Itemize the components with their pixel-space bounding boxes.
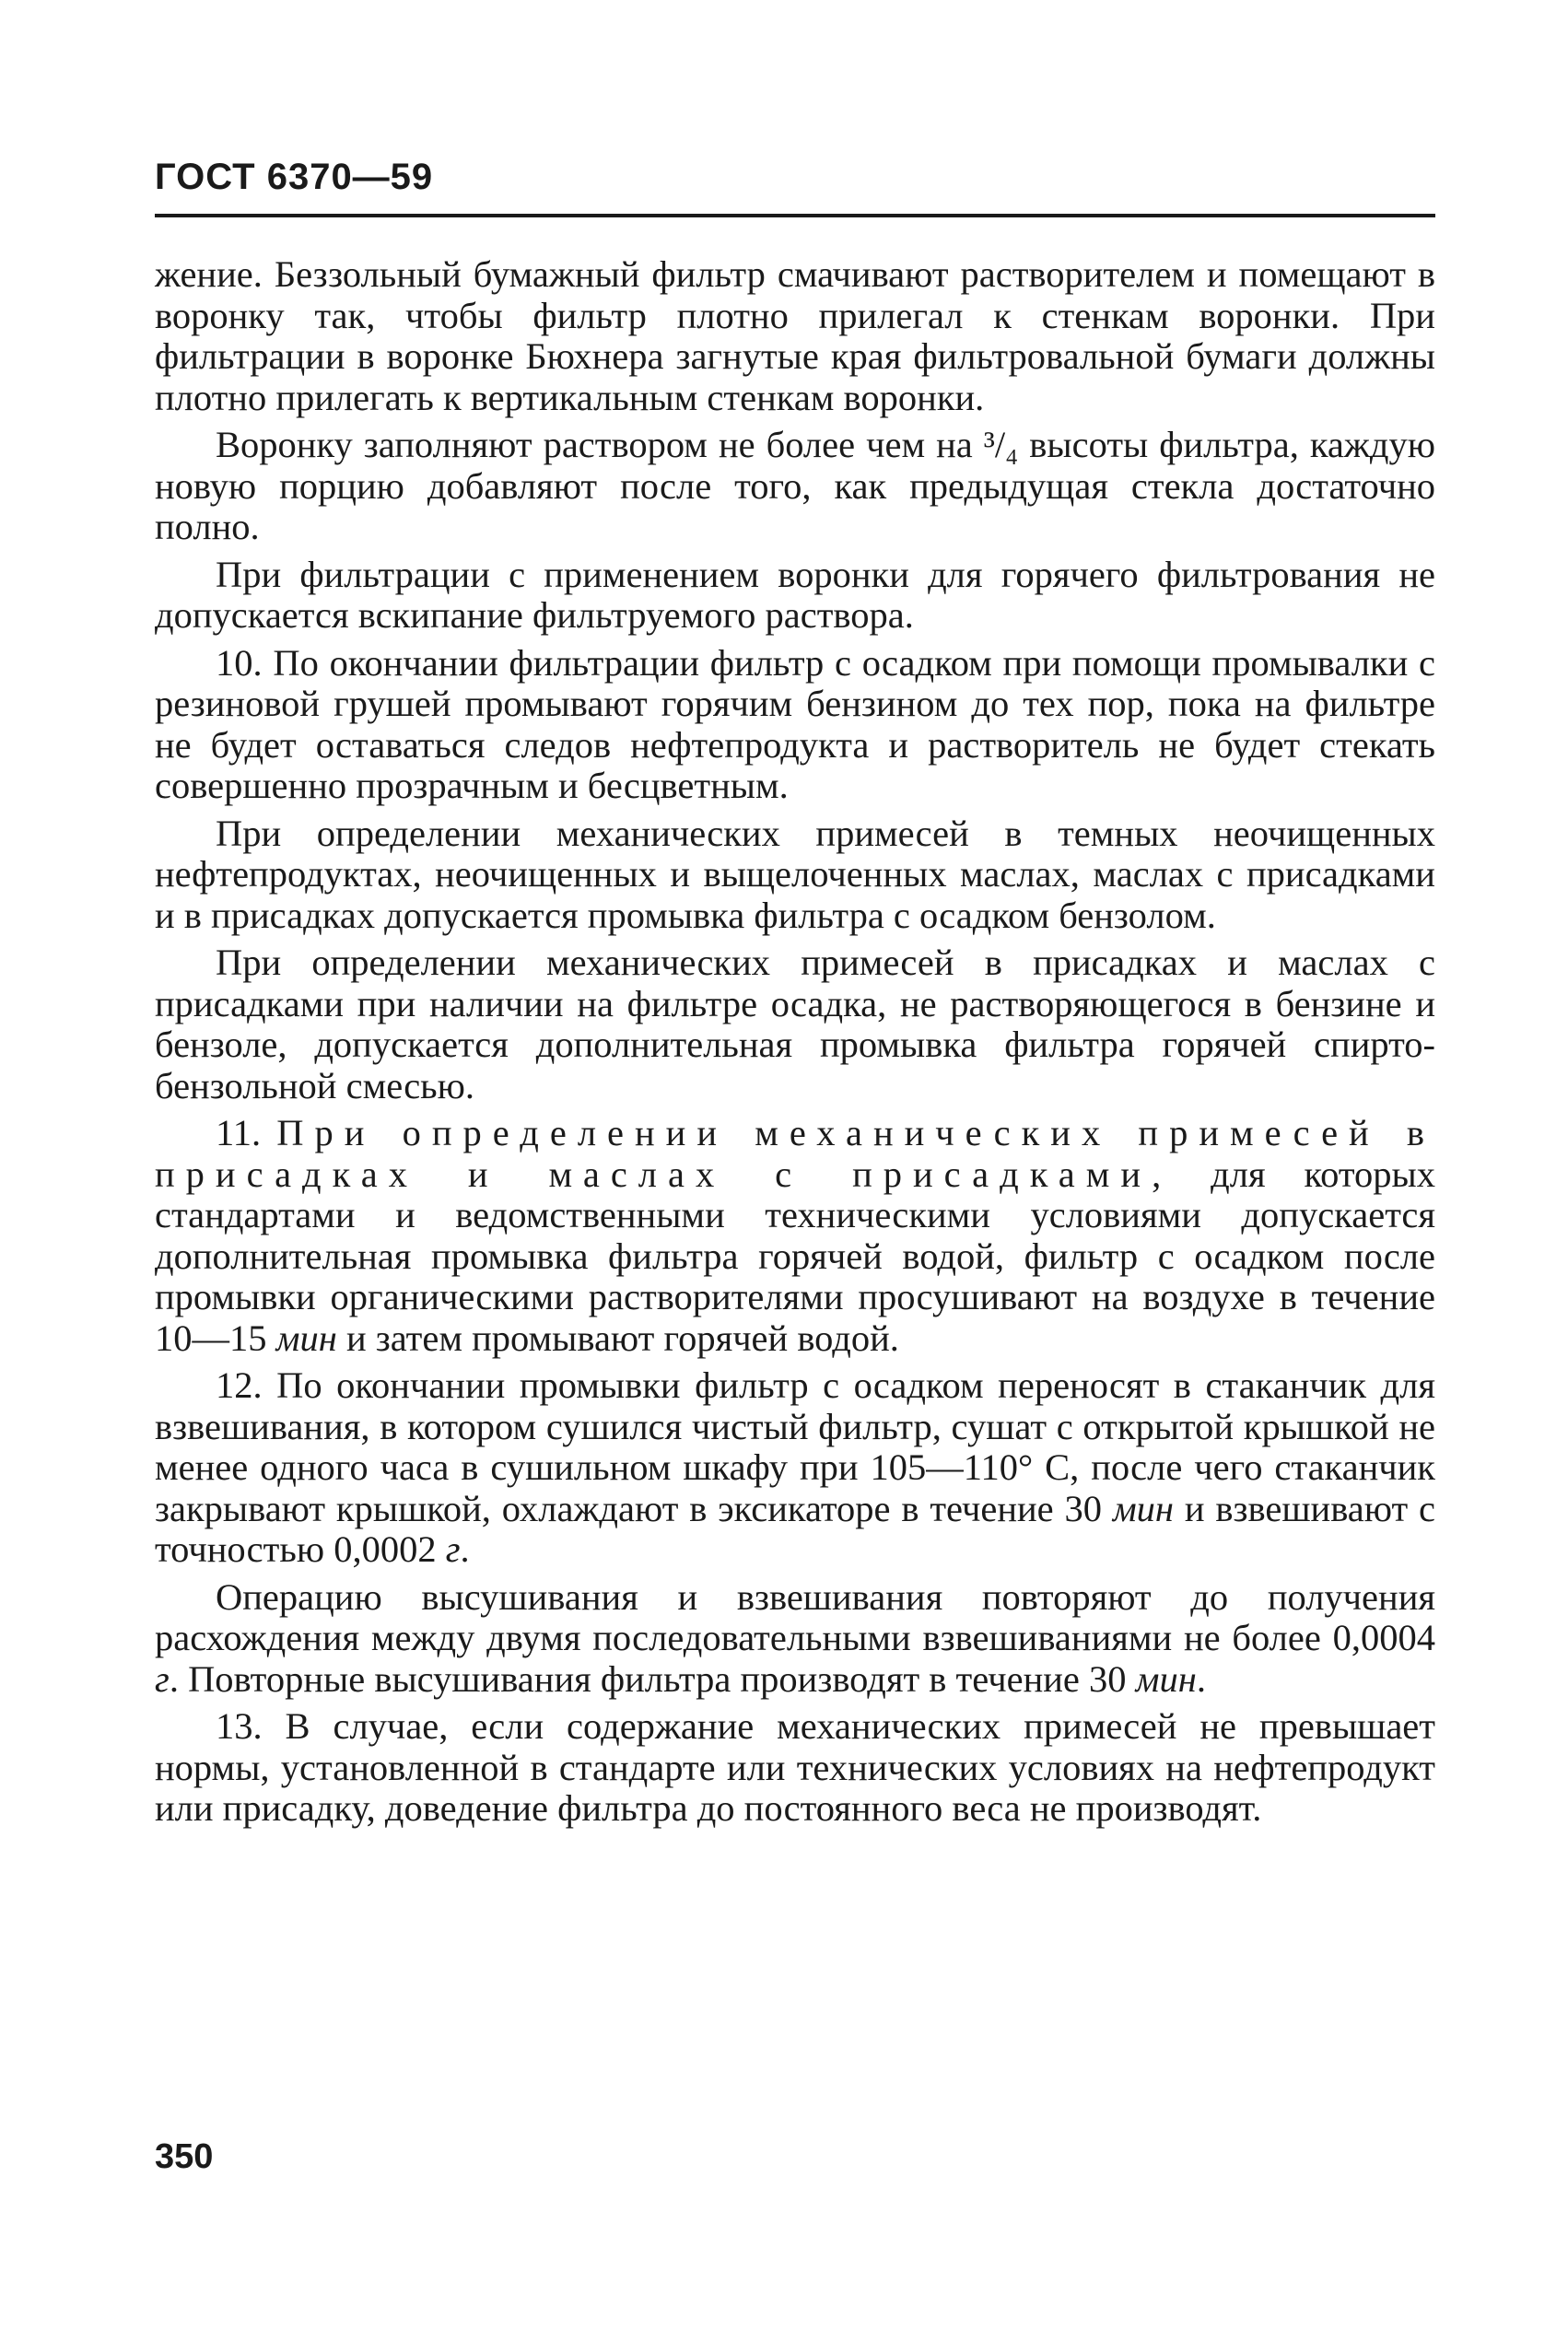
item-12-text-b: и взвешивают с точностью 0,0002 bbox=[155, 1487, 1435, 1570]
page-number: 350 bbox=[155, 2137, 214, 2176]
paragraph-funnel-filling: Воронку заполняют раствором не более чем на ³/₄ высоты фильтра, каждую новую порцию добавляют после того, как предыдущая стекла достаточно полно. bbox=[155, 424, 1435, 547]
item-12-text-a: 12. По окончании промывки фильтр с осадком переносят в стаканчик для взвешивания, в котором сушился чистый фильтр, сушат с открытой крышкой не менее одного часа в сушильном шкафу при 105—110° С, после чего стаканчик закрывают крышкой, охлаждают в эксикаторе в течение 30 bbox=[155, 1364, 1435, 1529]
drying-text-c: . bbox=[1196, 1657, 1206, 1700]
paragraph-item-13: 13. В случае, если содержание механических примесей не превышает нормы, установленной в стандарте или технических условиях на нефтепродукт или присадку, доведение фильтра до постоянного веса не производят. bbox=[155, 1705, 1435, 1829]
document-body bbox=[155, 254, 1435, 1836]
item-11-spaced-heading: При определении механических примесей в присадках и маслах с присадками, bbox=[155, 1112, 1436, 1195]
paragraph-item-12 bbox=[155, 1365, 1435, 1571]
unit-min: мин bbox=[1135, 1657, 1197, 1700]
drying-text-b: . Повторные высушивания фильтра производят в течение 30 bbox=[169, 1657, 1136, 1700]
paragraph-continuation: жение. Беззольный бумажный фильтр смачивают растворителем и помещают в воронку так, чтобы фильтр плотно прилегал к стенкам воронки. При фильтрации в воронке Бюхнера загнутые края фильтровальной бумаги должны плотно прилегать к вертикальным стенкам воронки. bbox=[155, 253, 1435, 418]
unit-gram: г bbox=[155, 1657, 170, 1700]
item-11-number: 11. bbox=[216, 1112, 277, 1153]
unit-min: мин bbox=[275, 1317, 337, 1359]
unit-gram: г bbox=[445, 1528, 461, 1570]
paragraph-hot-filtering: При фильтрации с применением воронки для горячего фильтрования не допускается вскипание фильтруемого раствора. bbox=[155, 553, 1435, 636]
unit-min: мин bbox=[1112, 1487, 1175, 1529]
header-divider bbox=[155, 214, 1435, 217]
paragraph-additives-washing: При определении механических примесей в присадках и маслах с присадками при наличии на фильтре осадка, не растворяющегося в бензине и бензоле, допускается дополнительная промывка фильтра горячей спирто-бензольной смесью. bbox=[155, 942, 1435, 1106]
document-header-title: ГОСТ 6370—59 bbox=[155, 157, 434, 197]
item-11-text-b: и затем промывают горячей водой. bbox=[336, 1317, 899, 1359]
drying-text-a: Операцию высушивания и взвешивания повторяют до получения расхождения между двумя последовательными взвешиваниями не более 0,0004 bbox=[155, 1575, 1435, 1658]
paragraph-item-10: 10. По окончании фильтрации фильтр с осадком при помощи промывалки с резиновой грушей промывают горячим бензином до тех пор, пока на фильтре не будет оставаться следов нефтепродукта и растворитель не будет стекать совершенно прозрачным и бесцветным. bbox=[155, 641, 1435, 806]
paragraph-dark-products: При определении механических примесей в темных неочищенных нефтепродуктах, неочищенных и выщелоченных маслах, маслах с присадками и в присадках допускается промывка фильтра с осадком бензолом. bbox=[155, 812, 1435, 936]
paragraph-drying-weighing bbox=[155, 1577, 1435, 1701]
item-12-text-c: . bbox=[460, 1528, 470, 1570]
paragraph-item-11 bbox=[155, 1113, 1435, 1359]
item-11-text-a: для которых стандартами и ведомственными техническими условиями допускается дополнительная промывка фильтра горячей водой, фильтр с осадком после промывки органическими растворителями просушивают на воздухе в течение 10—15 bbox=[155, 1153, 1435, 1359]
